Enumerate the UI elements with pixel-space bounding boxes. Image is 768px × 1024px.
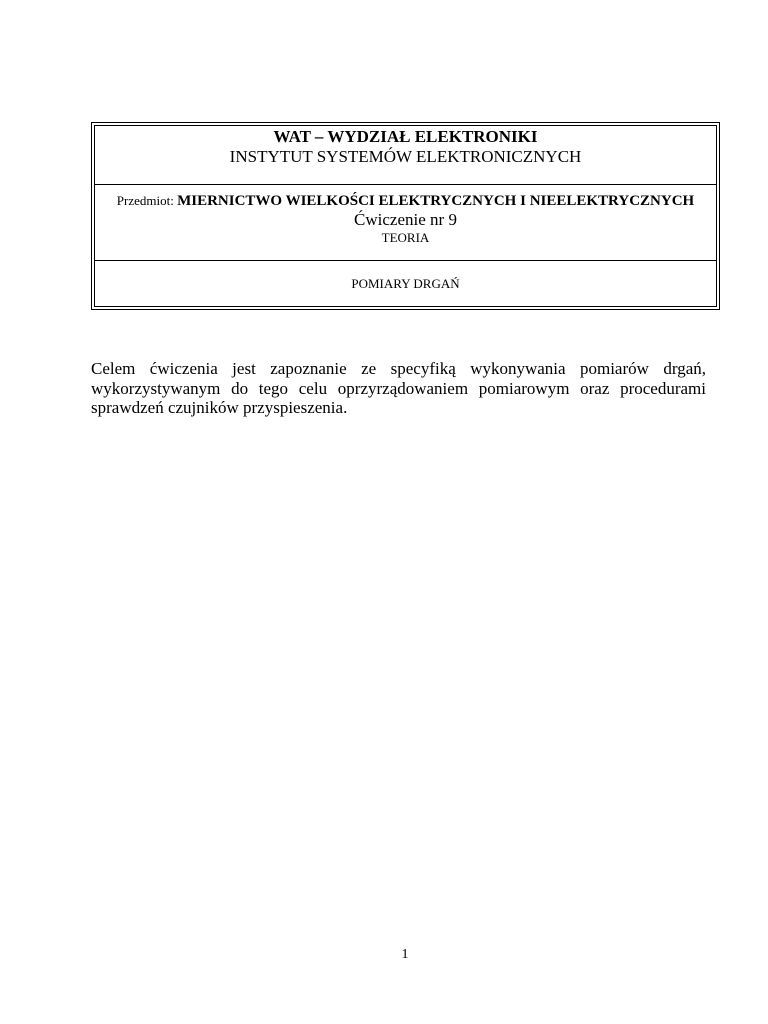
page-number: 1 <box>401 947 409 962</box>
header-cell-subject <box>95 185 716 261</box>
institute-title: INSTYTUT SYSTEMÓW ELEKTRONICZNYCH <box>229 147 582 166</box>
header-cell-institution <box>95 126 716 185</box>
intro-paragraph: Celem ćwiczenia jest zapoznanie ze specyfiką wykonywania pomiarów drgań, wykorzystywanym do tego celu oprzyrządowaniem pomiarowym oraz procedurami sprawdzeń czujników przyspieszenia. <box>91 359 706 417</box>
faculty-title: WAT – WYDZIAŁ ELEKTRONIKI <box>273 127 538 146</box>
header-table-inner <box>94 125 717 307</box>
header-table <box>91 122 720 310</box>
exercise-kind: TEORIA <box>381 230 430 245</box>
subject-name: MIERNICTWO WIELKOŚCI ELEKTRYCZNYCH I NIEELEKTRYCZNYCH <box>177 193 695 209</box>
header-cell-topic <box>95 261 716 306</box>
exercise-topic: POMIARY DRGAŃ <box>351 276 460 291</box>
exercise-number: Ćwiczenie nr 9 <box>354 210 457 229</box>
subject-prefix: Przedmiot: <box>116 193 178 208</box>
subject-line <box>95 192 716 210</box>
